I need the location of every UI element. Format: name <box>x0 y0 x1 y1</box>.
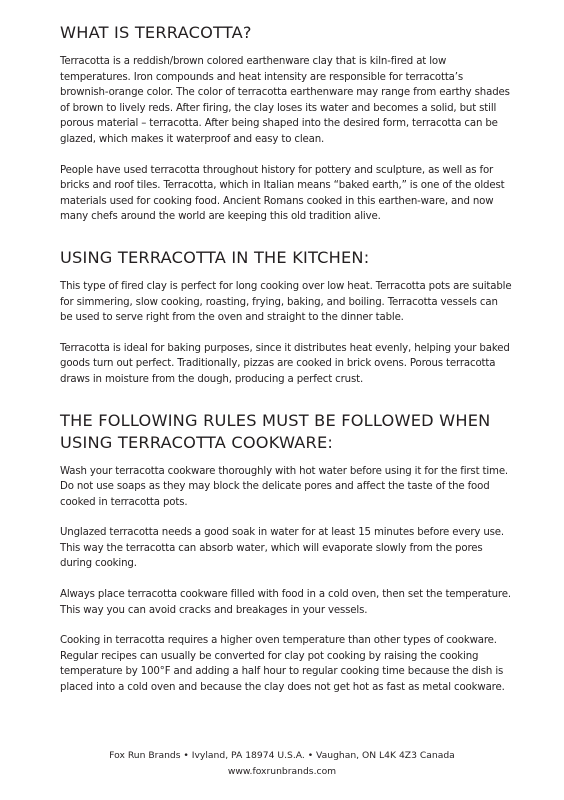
body-paragraph: Terracotta is ideal for baking purposes, since it distributes heat evenly, helping your baked goods turn out perfect. Traditionally, pizzas are cooked in brick ovens. Porous terracotta draws in moisture from the dough, producing a perfect crust. <box>60 342 510 385</box>
body-paragraph: Always place terracotta cookware filled with food in a cold oven, then set the temperature. This way you can avoid cracks and breakages in your vessels. <box>60 589 511 616</box>
section-rules <box>60 410 512 696</box>
body-paragraph: Unglazed terracotta needs a good soak in water for at least 15 minutes before every use. This way the terracotta can absorb water, which will evaporate slowly from the pores during cooking. <box>60 527 505 570</box>
body-paragraph: People have used terracotta throughout history for pottery and sculpture, as well as for bricks and roof tiles. Terracotta, which in Italian means “baked earth,” is one of the oldest materials used for cooking food. Ancient Romans cooked in this earthen-ware, and now many chefs around the world are keeping this old tradition alive. <box>60 164 505 223</box>
body-paragraph: Cooking in terracotta requires a higher oven temperature than other types of cookware. Regular recipes can usually be converted for clay pot cooking by raising the cooking temperature by 100°F and adding a half hour to regular cooking time because the dish is placed into a cold oven and because the clay does not get hot as fast as metal cookware. <box>60 635 505 694</box>
page-footer <box>0 748 564 780</box>
section-using-terracotta-in-kitchen <box>60 247 512 388</box>
section-heading: USING TERRACOTTA IN THE KITCHEN: <box>60 247 370 267</box>
body-paragraph: Terracotta is a reddish/brown colored earthenware clay that is kiln-fired at low temperatures. Iron compounds and heat intensity are responsible for terracotta’s brownish-orange color. The color of terracotta earthenware may range from earthy shades of brown to lively reds. After firing, the clay loses its water and becomes a solid, but still porous material – terracotta. After being shaped into the desired form, terracotta can be glazed, which makes it waterproof and easy to clean. <box>60 56 510 145</box>
body-paragraph: Wash your terracotta cookware thoroughly with hot water before using it for the first time. Do not use soaps as they may block the delicate pores and affect the taste of the food cooked in terracotta pots. <box>60 465 509 508</box>
section-heading: THE FOLLOWING RULES MUST BE FOLLOWED WHEN USING TERRACOTTA COOKWARE: <box>60 410 491 452</box>
section-heading: WHAT IS TERRACOTTA? <box>60 23 252 42</box>
footer-website: www.foxrunbrands.com <box>227 766 337 777</box>
section-what-is-terracotta <box>60 22 512 225</box>
body-paragraph: This type of fired clay is perfect for long cooking over low heat. Terracotta pots are suitable for simmering, slow cooking, roasting, frying, baking, and boiling. Terracotta vessels can be used to serve right from the oven and straight to the dinner table. <box>60 280 512 324</box>
document-content <box>60 22 512 711</box>
footer-address: Fox Run Brands • Ivyland, PA 18974 U.S.A. • Vaughan, ON L4K 4Z3 Canada <box>109 750 455 761</box>
